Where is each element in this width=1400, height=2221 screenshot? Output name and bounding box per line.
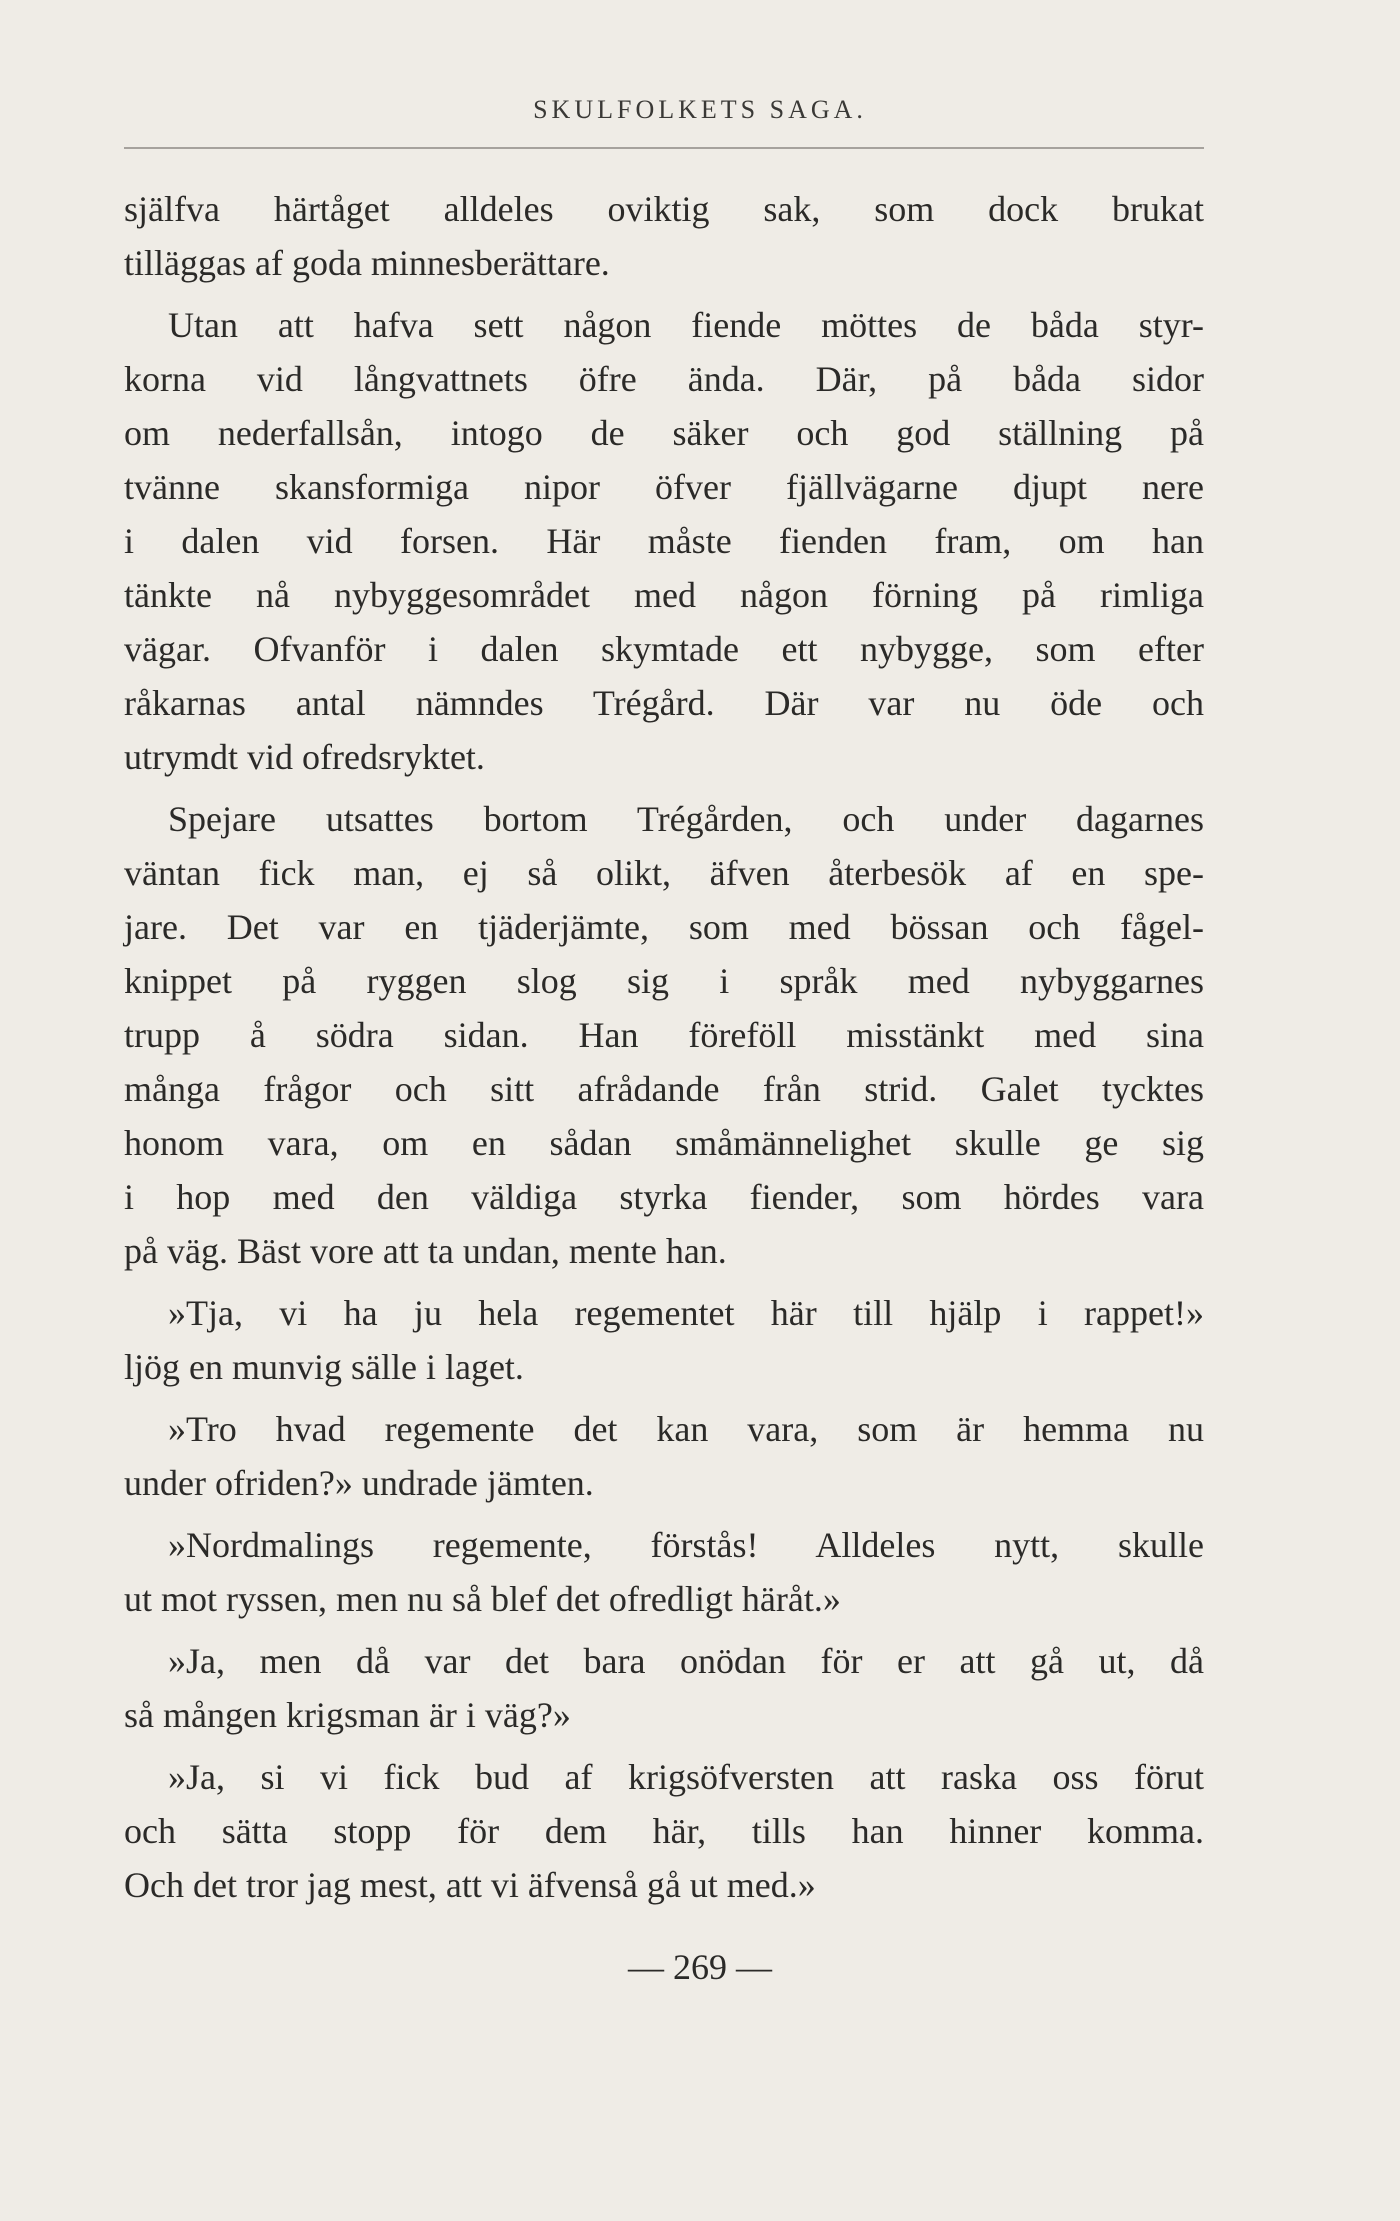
text-line: under ofriden?» undrade jämten. — [124, 1463, 594, 1503]
paragraph — [124, 298, 1204, 784]
text-line: tänkte nå nybyggesområdet med någon förning på rimliga — [124, 575, 1204, 615]
text-line: många frågor och sitt afrådande från strid. Galet tycktes — [124, 1069, 1204, 1109]
page-number: — 269 — — [628, 1947, 772, 1987]
text-line: själfva härtåget alldeles oviktig sak, som dock brukat — [124, 189, 1204, 229]
text-line: korna vid långvattnets öfre ända. Där, på båda sidor — [124, 359, 1204, 399]
text-line: honom vara, om en sådan småmännelighet skulle ge sig — [124, 1123, 1204, 1163]
text-line: och sätta stopp för dem här, tills han hinner komma. — [124, 1811, 1204, 1851]
paragraph — [124, 792, 1204, 1278]
text-line: vägar. Ofvanför i dalen skymtade ett nybygge, som efter — [124, 629, 1204, 669]
paragraph — [124, 1402, 1204, 1510]
paragraph — [124, 1286, 1204, 1394]
text-line: utrymdt vid ofredsryktet. — [124, 737, 485, 777]
header-rule — [124, 147, 1204, 149]
text-line: tilläggas af goda minnesberättare. — [124, 243, 610, 283]
text-line: trupp å södra sidan. Han föreföll misstänkt med sina — [124, 1015, 1204, 1055]
text-line: om nederfallsån, intogo de säker och god ställning på — [124, 413, 1204, 453]
text-line: så mången krigsman är i väg?» — [124, 1695, 571, 1735]
body-text — [124, 182, 1204, 1920]
paragraph — [124, 1750, 1204, 1912]
text-line: väntan fick man, ej så olikt, äfven återbesök af en spe- — [124, 853, 1204, 893]
text-line: på väg. Bäst vore att ta undan, mente han. — [124, 1231, 727, 1271]
text-line: Och det tror jag mest, att vi äfvenså gå ut med.» — [124, 1865, 816, 1905]
text-line: Spejare utsattes bortom Trégården, och under dagarnes — [168, 799, 1204, 839]
running-header: SKULFOLKETS SAGA. — [533, 95, 867, 124]
text-line: tvänne skansformiga nipor öfver fjällvägarne djupt nere — [124, 467, 1204, 507]
text-line: i dalen vid forsen. Här måste fienden fram, om han — [124, 521, 1204, 561]
text-line: ljög en munvig sälle i laget. — [124, 1347, 524, 1387]
paragraph — [124, 1634, 1204, 1742]
text-line: »Ja, men då var det bara onödan för er att gå ut, då — [168, 1641, 1204, 1681]
text-line: i hop med den väldiga styrka fiender, som hördes vara — [124, 1177, 1204, 1217]
text-line: Utan att hafva sett någon fiende möttes de båda styr- — [168, 305, 1204, 345]
text-line: råkarnas antal nämndes Trégård. Där var nu öde och — [124, 683, 1204, 723]
text-line: »Tro hvad regemente det kan vara, som är hemma nu — [168, 1409, 1204, 1449]
text-line: knippet på ryggen slog sig i språk med nybyggarnes — [124, 961, 1204, 1001]
text-line: »Tja, vi ha ju hela regementet här till hjälp i rappet!» — [168, 1293, 1204, 1333]
text-line: ut mot ryssen, men nu så blef det ofredligt häråt.» — [124, 1579, 841, 1619]
paragraph — [124, 182, 1204, 290]
text-line: »Nordmalings regemente, förstås! Alldeles nytt, skulle — [168, 1525, 1204, 1565]
text-line: jare. Det var en tjäderjämte, som med bössan och fågel- — [124, 907, 1204, 947]
paragraph — [124, 1518, 1204, 1626]
text-line: »Ja, si vi fick bud af krigsöfversten att raska oss förut — [168, 1757, 1204, 1797]
